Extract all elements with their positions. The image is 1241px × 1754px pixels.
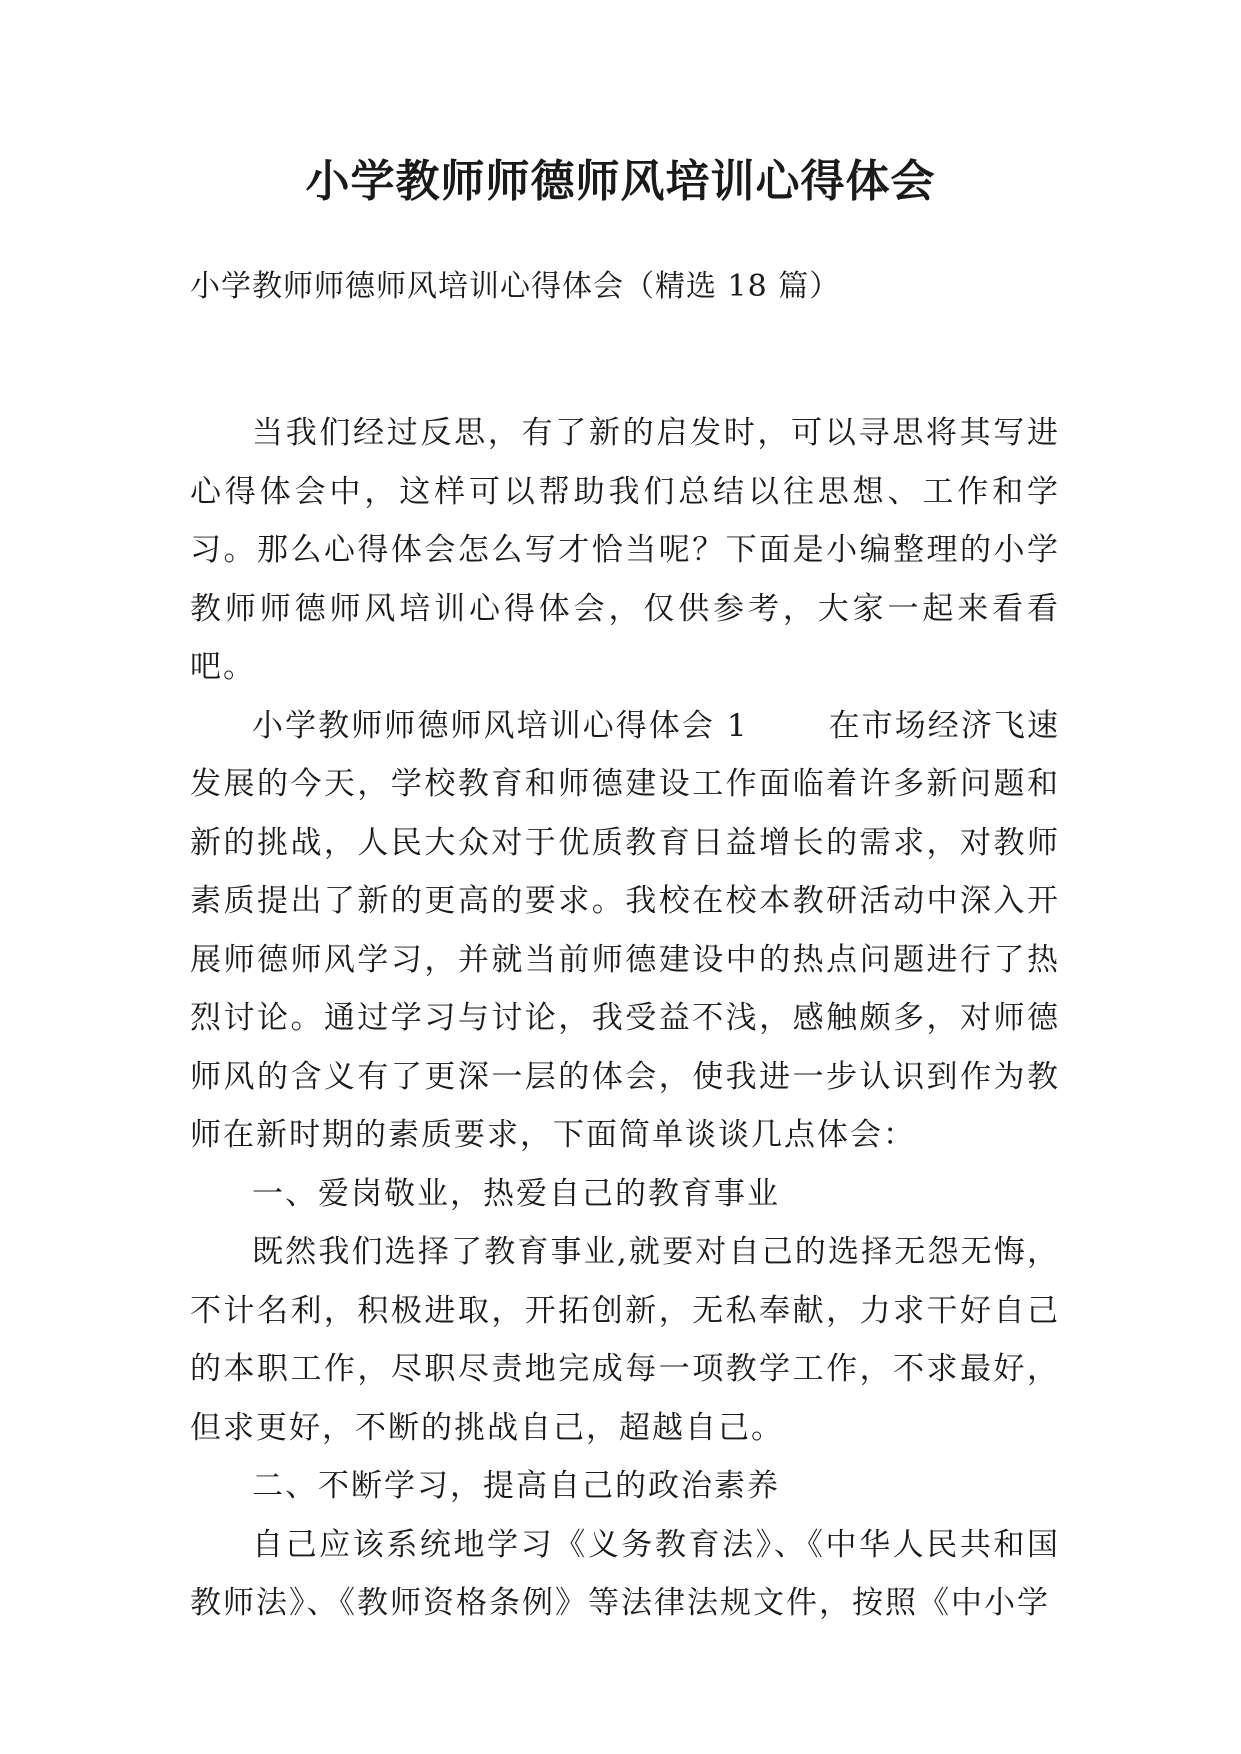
document-subtitle: 小学教师师德师风培训心得体会（精选 18 篇）: [190, 269, 841, 304]
article-first-text: 在市场经济飞速发展的今天，学校教育和师德建设工作面临着许多新问题和新的挑战，人民大众对于优质教育日益增长的需求，对教师素质提出了新的更高的要求。我校在校本教研活动中深入开展师德师风学习，并就当前师德建设中的热点问题进行了热烈讨论。通过学习与讨论，我受益不浅，感触颇多，对师德师风的含义有了更深一层的体会，使我进一步认识到作为教师在新时期的素质要求，下面简单谈谈几点体会：: [190, 707, 1060, 1153]
document-title: 小学教师师德师风培训心得体会: [305, 156, 936, 207]
intro-paragraph: 当我们经过反思，有了新的启发时，可以寻思将其写进心得体会中，这样可以帮助我们总结以往思想、工作和学习。那么心得体会怎么写才恰当呢？下面是小编整理的小学教师师德师风培训心得体会，仅供参考，大家一起来看看吧。: [190, 415, 1060, 685]
article-first-paragraph: [190, 697, 1060, 1165]
section-heading: 一、爱岗敬业，热爱自己的教育事业: [252, 1175, 780, 1212]
article-heading: 小学教师师德师风培训心得体会 1: [252, 707, 749, 744]
section-paragraph: 自己应该系统地学习《义务教育法》、《中华人民共和国教师法》、《教师资格条例》等法律法规文件，按照《中小学: [190, 1526, 1060, 1621]
section-heading: 二、不断学习，提高自己的政治素养: [252, 1468, 780, 1504]
section-paragraph: 既然我们选择了教育事业,就要对自己的选择无怨无悔，不计名利，积极进取，开拓创新，无私奉献，力求干好自己的本职工作，尽职尽责地完成每一项教学工作，不求最好，但求更好，不断的挑战自己，超越自己。: [190, 1234, 1060, 1446]
document-body: [190, 404, 1060, 1633]
